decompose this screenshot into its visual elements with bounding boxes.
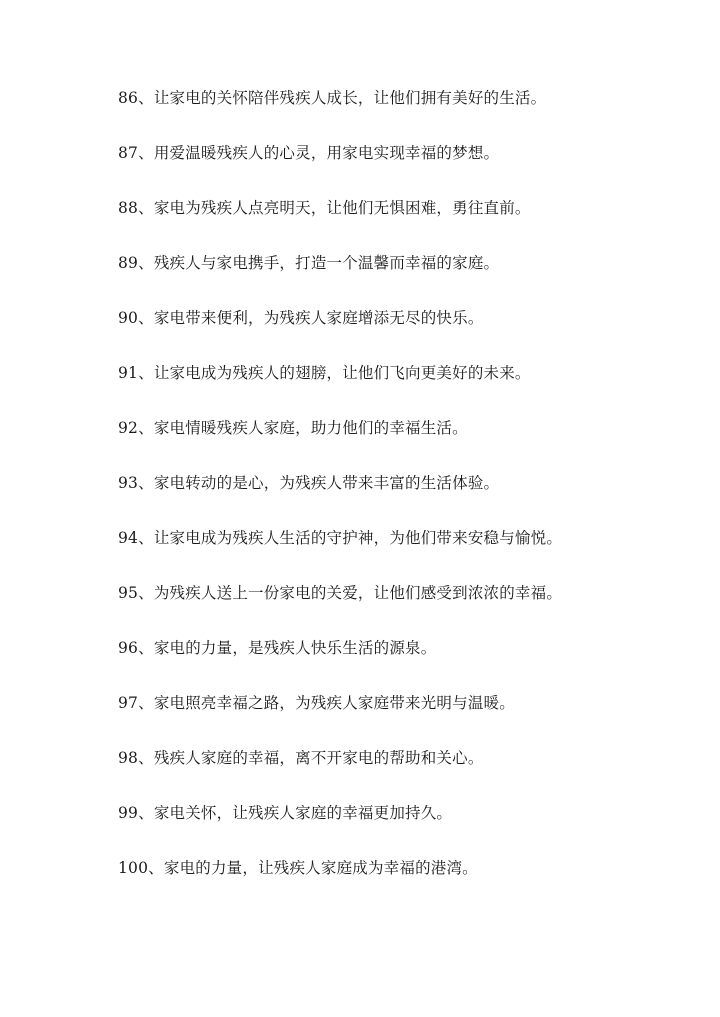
list-item: 92、家电情暖残疾人家庭，助力他们的幸福生活。 — [118, 419, 468, 437]
list-item: 94、让家电成为残疾人生活的守护神，为他们带来安稳与愉悦。 — [118, 529, 563, 547]
list-item: 95、为残疾人送上一份家电的关爱，让他们感受到浓浓的幸福。 — [118, 584, 563, 602]
list-item: 100、家电的力量，让残疾人家庭成为幸福的港湾。 — [118, 859, 478, 877]
list-item: 98、残疾人家庭的幸福，离不开家电的帮助和关心。 — [118, 749, 484, 767]
list-item: 93、家电转动的是心，为残疾人带来丰富的生活体验。 — [118, 474, 500, 492]
list-item: 86、让家电的关怀陪伴残疾人成长，让他们拥有美好的生活。 — [118, 89, 547, 107]
list-item: 89、残疾人与家电携手，打造一个温馨而幸福的家庭。 — [118, 254, 500, 272]
list-item: 88、家电为残疾人点亮明天，让他们无惧困难，勇往直前。 — [118, 199, 531, 217]
list-item: 87、用爱温暖残疾人的心灵，用家电实现幸福的梦想。 — [118, 144, 500, 162]
list-item: 97、家电照亮幸福之路，为残疾人家庭带来光明与温暖。 — [118, 694, 515, 712]
list-item: 96、家电的力量，是残疾人快乐生活的源泉。 — [118, 639, 437, 657]
list-item: 99、家电关怀，让残疾人家庭的幸福更加持久。 — [118, 804, 453, 822]
list-item: 91、让家电成为残疾人的翅膀，让他们飞向更美好的未来。 — [118, 364, 531, 382]
list-item: 90、家电带来便利，为残疾人家庭增添无尽的快乐。 — [118, 309, 484, 327]
slogan-list — [118, 87, 680, 912]
